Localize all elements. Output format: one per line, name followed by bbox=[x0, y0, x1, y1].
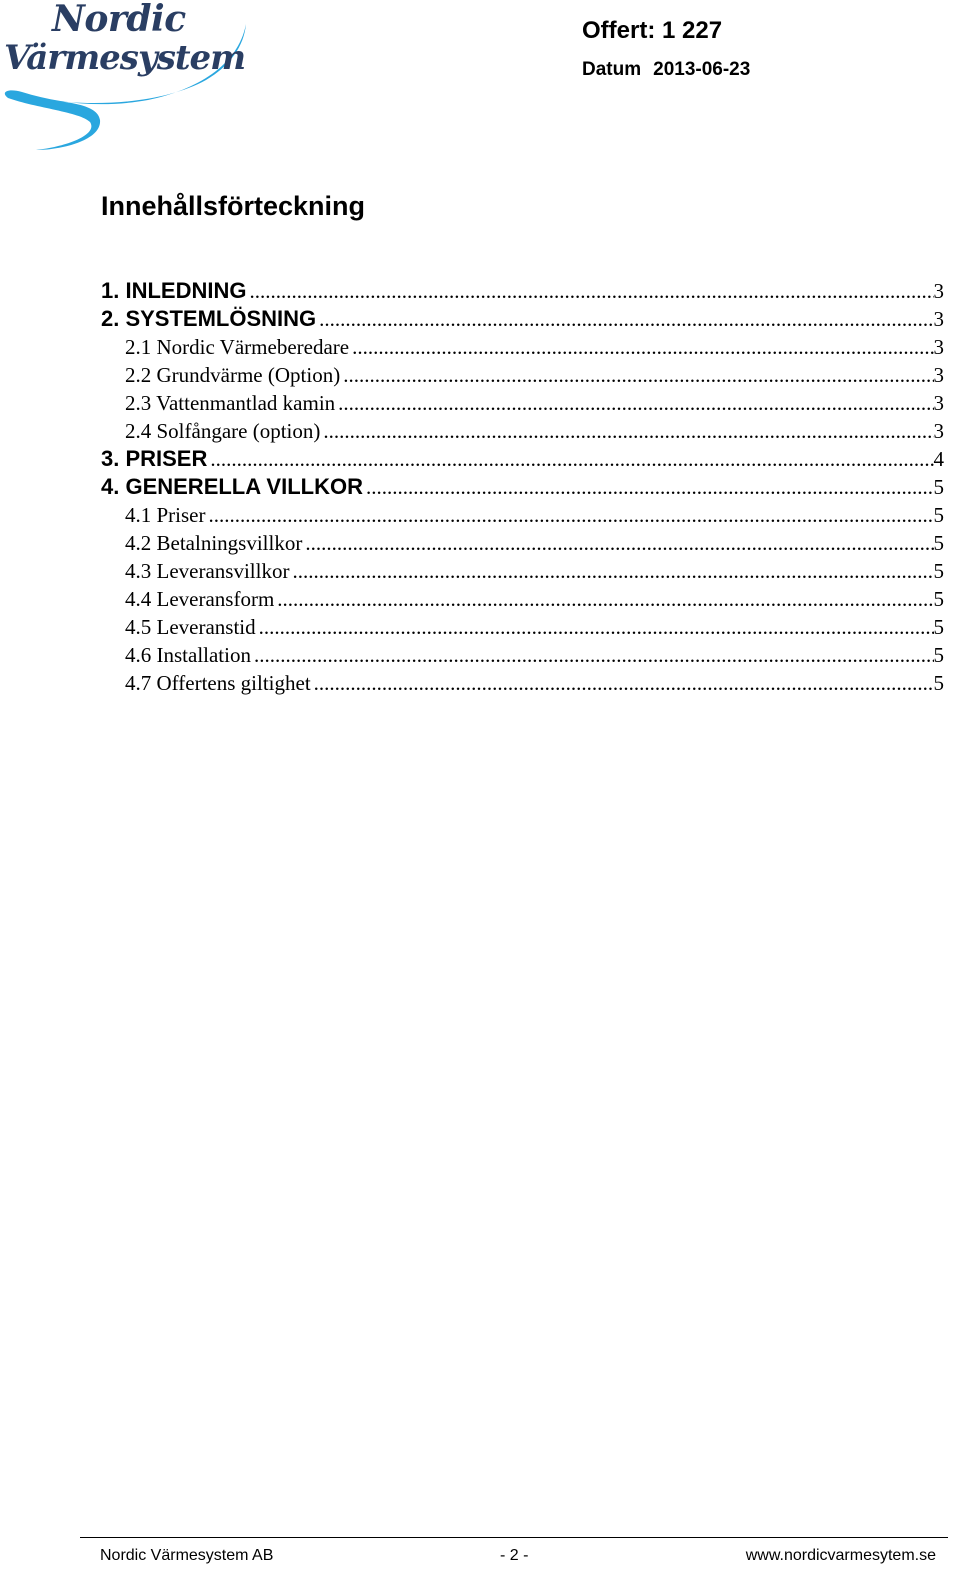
footer-page-number: - 2 - bbox=[500, 1547, 529, 1564]
date-line bbox=[582, 59, 750, 81]
toc-entry[interactable] bbox=[101, 417, 944, 445]
table-of-contents bbox=[101, 277, 944, 697]
toc-entry-label: 2.3 Vattenmantlad kamin bbox=[125, 391, 336, 415]
toc-entry[interactable] bbox=[101, 613, 944, 641]
toc-entry[interactable] bbox=[101, 529, 944, 557]
toc-entry[interactable] bbox=[101, 669, 944, 697]
toc-dot-leader bbox=[314, 669, 934, 697]
offer-number: 1 227 bbox=[662, 17, 723, 44]
toc-title: Innehållsförteckning bbox=[101, 191, 366, 221]
toc-entry-page: 5 bbox=[933, 559, 944, 583]
toc-dot-leader bbox=[343, 361, 933, 389]
toc-entry-page: 5 bbox=[933, 615, 944, 639]
toc-entry-page: 3 bbox=[933, 335, 944, 359]
toc-dot-leader bbox=[209, 501, 934, 529]
toc-entry-label: 2.2 Grundvärme (Option) bbox=[125, 363, 341, 387]
offer-header bbox=[582, 14, 750, 81]
toc-entry-label: 4.6 Installation bbox=[125, 643, 251, 667]
toc-entry-label: 4.7 Offertens giltighet bbox=[125, 671, 311, 695]
toc-entry-page: 5 bbox=[933, 671, 944, 695]
toc-dot-leader bbox=[305, 529, 933, 557]
toc-entry[interactable] bbox=[101, 641, 944, 669]
toc-entry[interactable] bbox=[101, 361, 944, 389]
toc-dot-leader bbox=[210, 445, 933, 473]
toc-entry[interactable] bbox=[101, 445, 944, 473]
logo-text-varmesystem: Värmesystem bbox=[4, 38, 246, 78]
company-logo bbox=[0, 0, 260, 160]
toc-entry-label: 4.5 Leveranstid bbox=[125, 615, 256, 639]
toc-entry[interactable] bbox=[101, 473, 944, 501]
toc-entry-label: 4.4 Leveransform bbox=[125, 587, 275, 611]
toc-dot-leader bbox=[249, 277, 933, 305]
toc-entry-label: 2.4 Solfångare (option) bbox=[125, 419, 321, 443]
toc-entry-label: 4.2 Betalningsvillkor bbox=[125, 531, 303, 555]
toc-entry-page: 3 bbox=[933, 307, 944, 331]
toc-entry[interactable] bbox=[101, 585, 944, 613]
toc-entry-label: 4.3 Leveransvillkor bbox=[125, 559, 290, 583]
toc-entry-page: 5 bbox=[933, 531, 944, 555]
offer-label: Offert: bbox=[582, 17, 656, 44]
footer-website: www.nordicvarmesytem.se bbox=[745, 1547, 936, 1564]
toc-dot-leader bbox=[366, 473, 934, 501]
toc-entry-page: 3 bbox=[933, 391, 944, 415]
toc-entry-page: 3 bbox=[933, 419, 944, 443]
toc-dot-leader bbox=[254, 641, 934, 669]
toc-entry-label: 2. SYSTEMLÖSNING bbox=[101, 306, 317, 331]
logo-text-nordic: Nordic bbox=[52, 0, 186, 40]
toc-entry-label: 2.1 Nordic Värmeberedare bbox=[125, 335, 350, 359]
toc-dot-leader bbox=[292, 557, 933, 585]
toc-entry-label: 1. INLEDNING bbox=[101, 278, 247, 303]
toc-entry-page: 5 bbox=[933, 503, 944, 527]
toc-entry[interactable] bbox=[101, 389, 944, 417]
toc-entry[interactable] bbox=[101, 501, 944, 529]
toc-entry-page: 4 bbox=[933, 447, 944, 471]
toc-entry-page: 3 bbox=[933, 363, 944, 387]
toc-entry-page: 5 bbox=[933, 475, 944, 499]
toc-entry-page: 5 bbox=[933, 643, 944, 667]
toc-entry[interactable] bbox=[101, 305, 944, 333]
toc-entry-label: 4. GENERELLA VILLKOR bbox=[101, 474, 363, 499]
toc-entry-page: 5 bbox=[933, 587, 944, 611]
footer-company: Nordic Värmesystem AB bbox=[100, 1547, 274, 1564]
toc-entry-label: 4.1 Priser bbox=[125, 503, 206, 527]
toc-dot-leader bbox=[277, 585, 933, 613]
toc-dot-leader bbox=[352, 333, 933, 361]
offer-number-line bbox=[582, 14, 750, 48]
toc-entry[interactable] bbox=[101, 557, 944, 585]
footer-divider bbox=[80, 1537, 948, 1538]
toc-dot-leader bbox=[259, 613, 934, 641]
toc-dot-leader bbox=[338, 389, 933, 417]
date-value: 2013-06-23 bbox=[653, 59, 751, 80]
toc-entry-page: 3 bbox=[933, 279, 944, 303]
toc-entry-label: 3. PRISER bbox=[101, 446, 208, 471]
toc-entry[interactable] bbox=[101, 333, 944, 361]
toc-entry[interactable] bbox=[101, 277, 944, 305]
toc-dot-leader bbox=[323, 417, 933, 445]
toc-dot-leader bbox=[319, 305, 933, 333]
date-label: Datum bbox=[582, 59, 642, 80]
